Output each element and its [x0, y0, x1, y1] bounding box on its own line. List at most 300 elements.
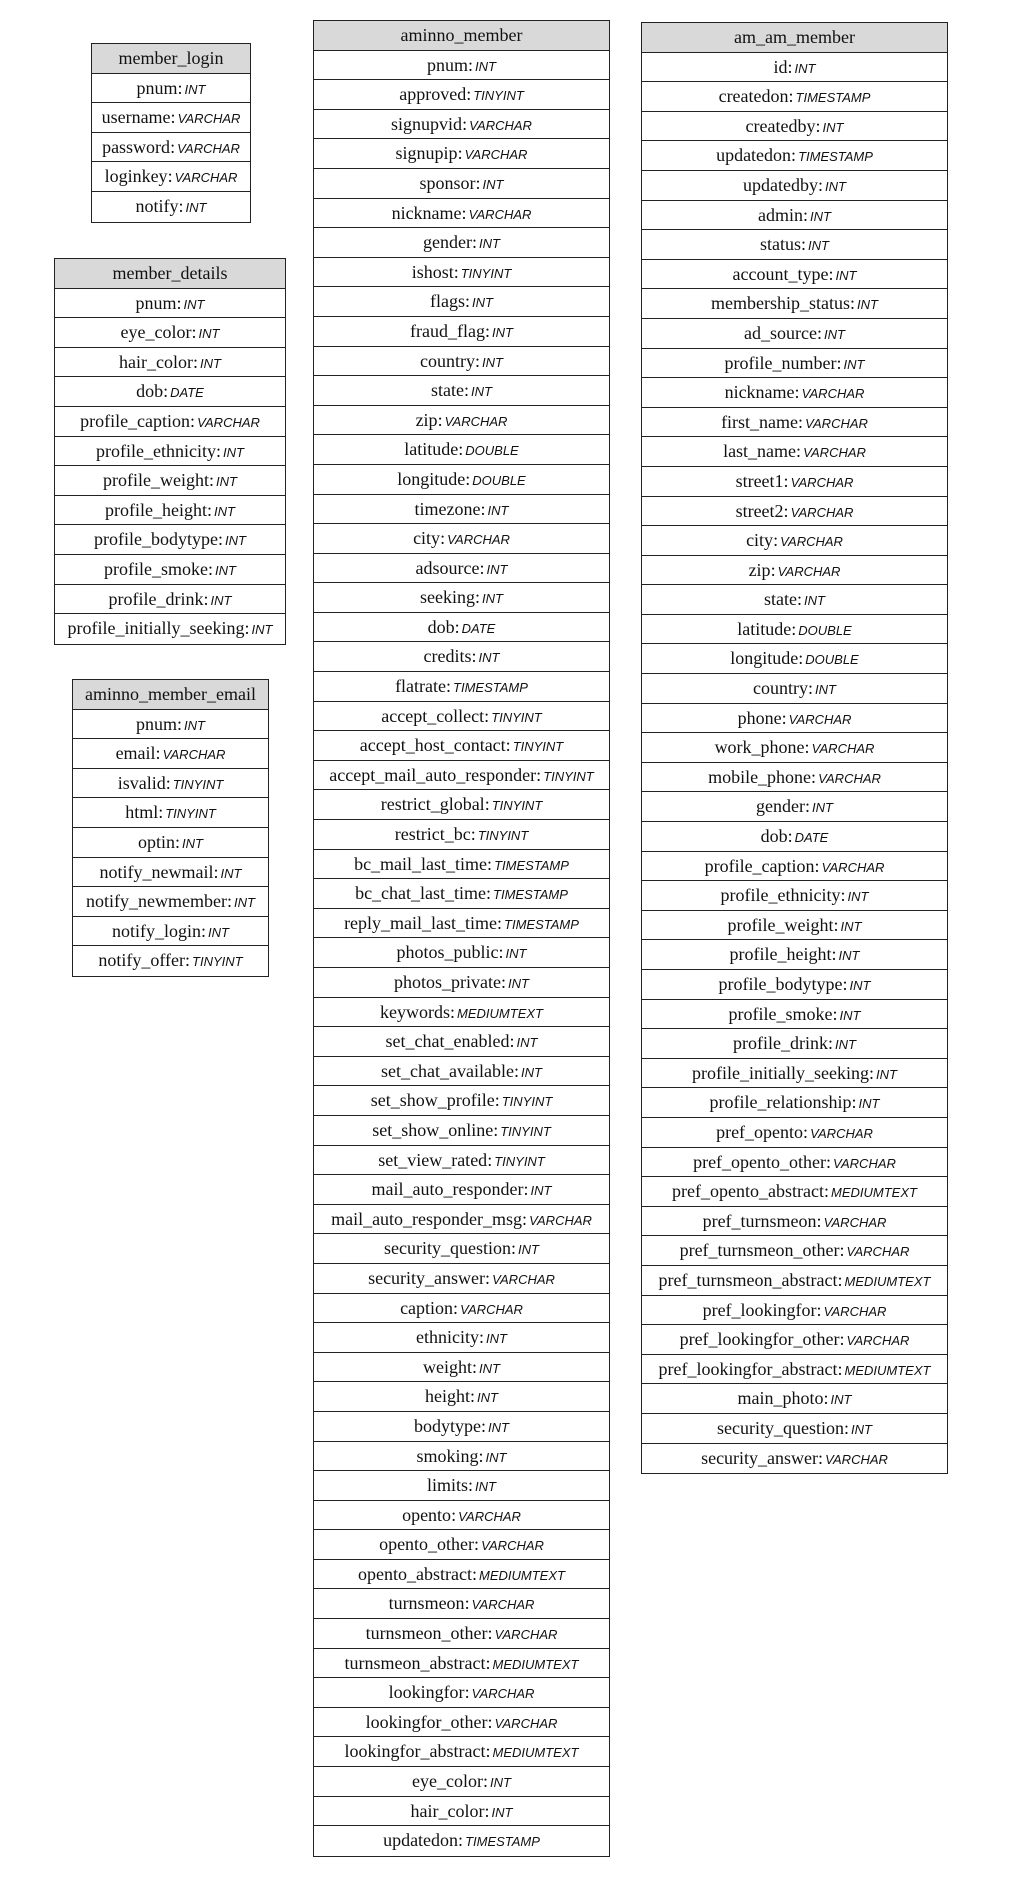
column-type: MEDIUMTEXT [492, 1656, 579, 1672]
column-type: DATE [461, 620, 496, 636]
column-separator: : [497, 912, 503, 933]
column-name: profile_ethnicity [720, 885, 841, 906]
column-name: reply_mail_last_time [344, 912, 498, 933]
column-separator: : [791, 145, 797, 166]
column-name: opento_abstract [358, 1563, 472, 1584]
column-separator: : [190, 410, 196, 431]
column-type: INT [824, 326, 845, 342]
column-name: mail_auto_responder [371, 1179, 524, 1200]
column-separator: : [475, 172, 481, 193]
column-name: security_answer [701, 1447, 819, 1468]
column-type: INT [485, 1449, 507, 1465]
table-header: aminno_member_email [73, 680, 268, 710]
column-separator: : [457, 143, 463, 164]
column-type: VARCHAR [197, 414, 260, 430]
column-type: VARCHAR [790, 474, 854, 490]
column-separator: : [177, 77, 183, 98]
column-separator: : [817, 322, 823, 343]
column-type: TINYINT [543, 768, 594, 784]
column-name: account_type [732, 263, 829, 284]
column-type: VARCHAR [492, 1271, 555, 1287]
column-type: VARCHAR [810, 1125, 873, 1141]
column-name: photos_public [396, 942, 499, 963]
column-type: TINYINT [494, 1153, 545, 1169]
column-separator: : [816, 1210, 822, 1231]
column-type: INT [183, 296, 205, 312]
table-row [642, 852, 947, 882]
table-row [642, 1325, 947, 1355]
table-row [314, 1826, 609, 1856]
column-type: DATE [170, 385, 204, 401]
column-type: DOUBLE [805, 652, 859, 668]
column-separator: : [814, 855, 820, 876]
column-name: mobile_phone [708, 766, 812, 787]
column-type: INT [234, 895, 255, 911]
table-row [314, 1205, 609, 1235]
column-name: flatrate [395, 676, 447, 697]
column-name: opento_other [379, 1534, 475, 1555]
table-row [314, 879, 609, 909]
column-name: profile_drink [108, 588, 204, 609]
column-separator: : [803, 204, 809, 225]
table-row [314, 1353, 609, 1383]
table-row [642, 1177, 947, 1207]
column-type: INT [479, 236, 500, 252]
column-separator: : [486, 883, 492, 904]
table-row [642, 763, 947, 793]
table-row [314, 110, 609, 140]
column-name: updatedon [716, 145, 792, 166]
column-separator: : [484, 705, 490, 726]
table-row [642, 53, 947, 83]
column-name: pref_lookingfor [702, 1299, 817, 1320]
column-type: INT [839, 1007, 861, 1023]
column-name: lookingfor [388, 1682, 465, 1703]
column-separator: : [464, 1593, 470, 1614]
column-name: city [413, 528, 441, 549]
column-name: id [773, 56, 788, 77]
column-separator: : [158, 802, 164, 823]
column-type: VARCHAR [833, 1155, 896, 1171]
column-type: INT [184, 81, 206, 97]
column-name: html [125, 802, 159, 823]
column-separator: : [453, 261, 459, 282]
column-separator: : [487, 1149, 493, 1170]
column-type: INT [508, 976, 529, 991]
table-row [642, 141, 947, 171]
table-row [314, 1649, 609, 1679]
table-row [314, 909, 609, 939]
column-type: INT [220, 865, 242, 881]
column-type: TIMESTAMP [465, 1834, 540, 1850]
column-separator: : [155, 743, 161, 764]
table-row [73, 946, 268, 976]
column-separator: : [209, 470, 215, 491]
table-row [642, 1384, 947, 1414]
column-separator: : [836, 352, 842, 373]
column-name: fraud_flag [410, 320, 485, 341]
column-separator: : [440, 528, 446, 549]
column-separator: : [185, 950, 191, 971]
column-separator: : [464, 380, 470, 401]
table-row [73, 798, 268, 828]
table-row [642, 1207, 947, 1237]
column-name: flags [430, 291, 466, 312]
column-name: longitude [397, 468, 466, 489]
column-type: VARCHAR [788, 711, 852, 727]
column-type: VARCHAR [818, 770, 881, 786]
column-type: INT [835, 267, 857, 283]
column-separator: : [781, 707, 787, 728]
column-separator: : [479, 1327, 485, 1348]
table-row [314, 1234, 609, 1264]
table-row [642, 822, 947, 852]
column-type: INT [822, 119, 844, 135]
column-type: INT [835, 1037, 856, 1053]
column-separator: : [165, 772, 171, 793]
column-type: INT [482, 176, 504, 192]
table-row [314, 1471, 609, 1501]
column-name: pref_opento_other [693, 1151, 827, 1172]
column-name: profile_number [724, 352, 837, 373]
column-name: city [746, 530, 774, 551]
column-name: restrict_global [380, 794, 485, 815]
column-separator: : [175, 831, 181, 852]
column-type: VARCHAR [464, 147, 528, 163]
column-type: MEDIUMTEXT [831, 1185, 917, 1201]
column-type: TINYINT [473, 88, 524, 104]
column-type: VARCHAR [803, 445, 866, 461]
column-separator: : [207, 499, 213, 520]
column-type: INT [215, 562, 236, 578]
table-header: member_login [92, 44, 250, 74]
column-type: INT [486, 1331, 507, 1347]
column-name: work_phone [714, 737, 805, 758]
table-row [314, 80, 609, 110]
table-row [314, 583, 609, 613]
column-separator: : [828, 1033, 834, 1054]
column-type: TINYINT [491, 709, 542, 725]
column-separator: : [176, 292, 182, 313]
column-separator: : [808, 678, 814, 699]
column-separator: : [798, 648, 804, 669]
column-name: latitude [404, 439, 459, 460]
table-row [55, 525, 285, 555]
table-row [55, 585, 285, 615]
column-type: VARCHAR [162, 747, 226, 763]
column-type: DOUBLE [465, 443, 519, 459]
table-row [314, 642, 609, 672]
table-row [55, 466, 285, 496]
column-name: createdon [718, 86, 789, 107]
column-name: profile_bodytype [718, 974, 843, 994]
table-row [314, 1086, 609, 1116]
table-row [55, 318, 285, 348]
column-name: notify_offer [98, 950, 186, 971]
column-separator: : [770, 559, 776, 580]
column-separator: : [458, 439, 464, 460]
column-separator: : [797, 589, 803, 610]
table-row [314, 820, 609, 850]
table-row [314, 495, 609, 525]
column-type: MEDIUMTEXT [844, 1273, 931, 1289]
column-separator: : [483, 1771, 489, 1792]
column-type: INT [251, 622, 273, 638]
column-name: street2 [735, 500, 784, 521]
table-row [642, 82, 947, 112]
table-row [642, 1000, 947, 1030]
column-type: INT [216, 474, 237, 490]
column-separator: : [167, 166, 173, 187]
column-type: VARCHAR [811, 741, 875, 757]
table-row [73, 858, 268, 888]
column-type: VARCHAR [805, 415, 868, 431]
table-row [55, 614, 285, 644]
column-separator: : [450, 1001, 456, 1022]
column-separator: : [458, 1830, 464, 1851]
column-separator: : [773, 530, 779, 551]
column-type: INT [530, 1183, 552, 1199]
column-type: INT [851, 1421, 872, 1437]
column-name: password [102, 136, 171, 157]
column-type: VARCHAR [177, 140, 240, 156]
column-type: INT [223, 444, 244, 460]
column-type: INT [491, 1804, 513, 1820]
table-row [642, 497, 947, 527]
table-row [642, 1444, 947, 1474]
column-separator: : [193, 351, 199, 372]
table-row [642, 704, 947, 734]
column-name: pnum [135, 292, 177, 313]
column-type: MEDIUMTEXT [457, 1005, 543, 1021]
column-name: opento [402, 1504, 452, 1525]
column-type: VARCHAR [529, 1212, 592, 1228]
column-separator: : [851, 1092, 857, 1113]
column-name: photos_private [394, 972, 501, 992]
table-row [314, 554, 609, 584]
column-separator: : [470, 824, 476, 845]
column-name: bodytype [414, 1415, 482, 1436]
table-row [73, 828, 268, 858]
table-row [642, 1296, 947, 1326]
column-name: profile_height [105, 499, 207, 520]
column-type: INT [858, 1096, 880, 1112]
column-separator: : [828, 263, 834, 284]
column-type: INT [214, 503, 235, 519]
column-type: INT [518, 1242, 539, 1258]
column-name: seeking [420, 587, 475, 608]
table-row [642, 881, 947, 911]
column-type: VARCHAR [494, 1715, 558, 1731]
table-row [642, 1029, 947, 1059]
column-name: main_photo [737, 1388, 824, 1409]
column-type: INT [482, 591, 503, 607]
column-separator: : [453, 1297, 459, 1318]
column-separator: : [485, 320, 491, 341]
column-name: createdby [745, 115, 816, 136]
table-row [55, 437, 285, 467]
column-name: profile_drink [733, 1033, 828, 1054]
column-type: TIMESTAMP [493, 887, 568, 903]
table-row [314, 317, 609, 347]
table-row [314, 790, 609, 820]
column-separator: : [470, 1386, 476, 1407]
table-row [642, 260, 947, 290]
column-separator: : [163, 381, 169, 402]
column-name: profile_ethnicity [96, 440, 216, 461]
column-name: first_name [721, 411, 799, 432]
table-row [314, 1412, 609, 1442]
column-name: profile_weight [727, 914, 834, 935]
column-name: profile_smoke [104, 558, 208, 579]
column-separator: : [170, 136, 176, 157]
column-separator: : [474, 1534, 480, 1555]
column-separator: : [493, 1119, 499, 1140]
column-type: MEDIUMTEXT [492, 1745, 579, 1761]
table-header: am_am_member [642, 23, 947, 53]
column-name: turnsmeon_other [365, 1623, 488, 1644]
table-row [314, 761, 609, 791]
column-name: dob [760, 826, 788, 847]
table-row [314, 968, 609, 998]
column-separator: : [803, 1121, 809, 1142]
table-row [73, 739, 268, 769]
table-row [642, 171, 947, 201]
column-name: bc_mail_last_time [354, 853, 488, 874]
table-row [642, 1355, 947, 1385]
column-separator: : [475, 350, 481, 371]
table-row [314, 1057, 609, 1087]
column-name: keywords [380, 1001, 451, 1022]
column-type: VARCHAR [174, 170, 238, 186]
column-separator: : [844, 1417, 850, 1438]
column-separator: : [831, 944, 837, 965]
table-am-am-member [641, 22, 948, 1474]
column-name: profile_height [729, 944, 832, 965]
column-separator: : [191, 322, 197, 343]
column-separator: : [481, 1415, 487, 1436]
column-type: INT [876, 1066, 897, 1082]
column-separator: : [832, 1003, 838, 1024]
column-type: INT [794, 60, 816, 76]
column-type: INT [490, 1775, 511, 1791]
column-type: VARCHAR [447, 532, 510, 548]
column-name: street1 [735, 470, 784, 491]
column-type: INT [812, 800, 833, 816]
table-member-login [91, 43, 251, 223]
column-separator: : [505, 735, 511, 756]
column-name: ethnicity [416, 1327, 479, 1348]
column-name: turnsmeon_abstract [344, 1652, 486, 1673]
column-separator: : [484, 1800, 490, 1821]
column-name: username [101, 107, 171, 128]
column-name: status [760, 234, 802, 255]
column-separator: : [479, 557, 485, 578]
column-type: INT [825, 178, 846, 194]
column-name: optin [138, 831, 176, 852]
column-name: pref_lookingfor_other [679, 1329, 840, 1350]
table-row [642, 556, 947, 586]
column-name: hair_color [119, 351, 193, 372]
column-name: pref_opento_abstract [672, 1181, 824, 1202]
table-row [55, 496, 285, 526]
column-separator: : [465, 468, 471, 489]
column-type: VARCHAR [177, 111, 241, 127]
column-separator: : [487, 1623, 493, 1644]
table-header: aminno_member [314, 21, 609, 51]
column-name: mail_auto_responder_msg [331, 1208, 523, 1229]
column-type: VARCHAR [823, 1214, 887, 1230]
table-row [314, 465, 609, 495]
column-name: lookingfor_other [365, 1711, 488, 1732]
column-separator: : [227, 891, 233, 912]
column-type: TIMESTAMP [494, 857, 569, 873]
column-type: INT [182, 835, 203, 851]
table-row [642, 585, 947, 615]
column-separator: : [446, 676, 452, 697]
column-name: pref_turnsmeon [702, 1210, 817, 1231]
column-name: gender [423, 232, 472, 253]
column-type: INT [210, 592, 232, 608]
column-separator: : [823, 1388, 829, 1409]
column-name: membership_status [711, 293, 850, 314]
column-separator: : [451, 1504, 457, 1525]
column-name: caption [400, 1297, 454, 1318]
table-row [642, 289, 947, 319]
table-row [642, 792, 947, 822]
table-row [314, 287, 609, 317]
column-name: profile_initially_seeking [692, 1062, 869, 1083]
column-type: DATE [794, 830, 829, 846]
column-name: profile_initially_seeking [67, 618, 245, 639]
table-row [314, 1797, 609, 1827]
column-name: dob [136, 381, 164, 402]
column-name: latitude [737, 618, 792, 639]
table-row [642, 1414, 947, 1444]
table-row [314, 1708, 609, 1738]
column-separator: : [815, 115, 821, 136]
column-name: gender [756, 796, 805, 817]
column-name: approved [399, 84, 467, 105]
column-type: INT [184, 717, 205, 733]
table-row [314, 435, 609, 465]
table-row [314, 672, 609, 702]
table-row [314, 1560, 609, 1590]
column-name: accept_collect [381, 705, 485, 726]
column-name: eye_color [120, 322, 192, 343]
column-name: set_chat_available [381, 1060, 514, 1081]
column-type: TINYINT [165, 806, 216, 822]
table-row [314, 228, 609, 258]
column-separator: : [487, 1711, 493, 1732]
column-separator: : [244, 618, 250, 639]
column-type: VARCHAR [458, 1508, 521, 1524]
column-type: TINYINT [172, 776, 224, 792]
table-row [314, 1619, 609, 1649]
table-header: member_details [55, 259, 285, 289]
column-name: pref_turnsmeon_other [679, 1240, 840, 1261]
column-name: signupip [395, 143, 458, 164]
table-row [314, 406, 609, 436]
column-separator: : [462, 113, 468, 134]
column-name: set_show_profile [370, 1090, 495, 1111]
column-type: VARCHAR [777, 563, 841, 579]
table-row [642, 733, 947, 763]
column-separator: : [480, 498, 486, 519]
column-type: INT [847, 889, 869, 905]
column-name: admin [758, 204, 804, 225]
column-name: updatedon [383, 1830, 459, 1851]
